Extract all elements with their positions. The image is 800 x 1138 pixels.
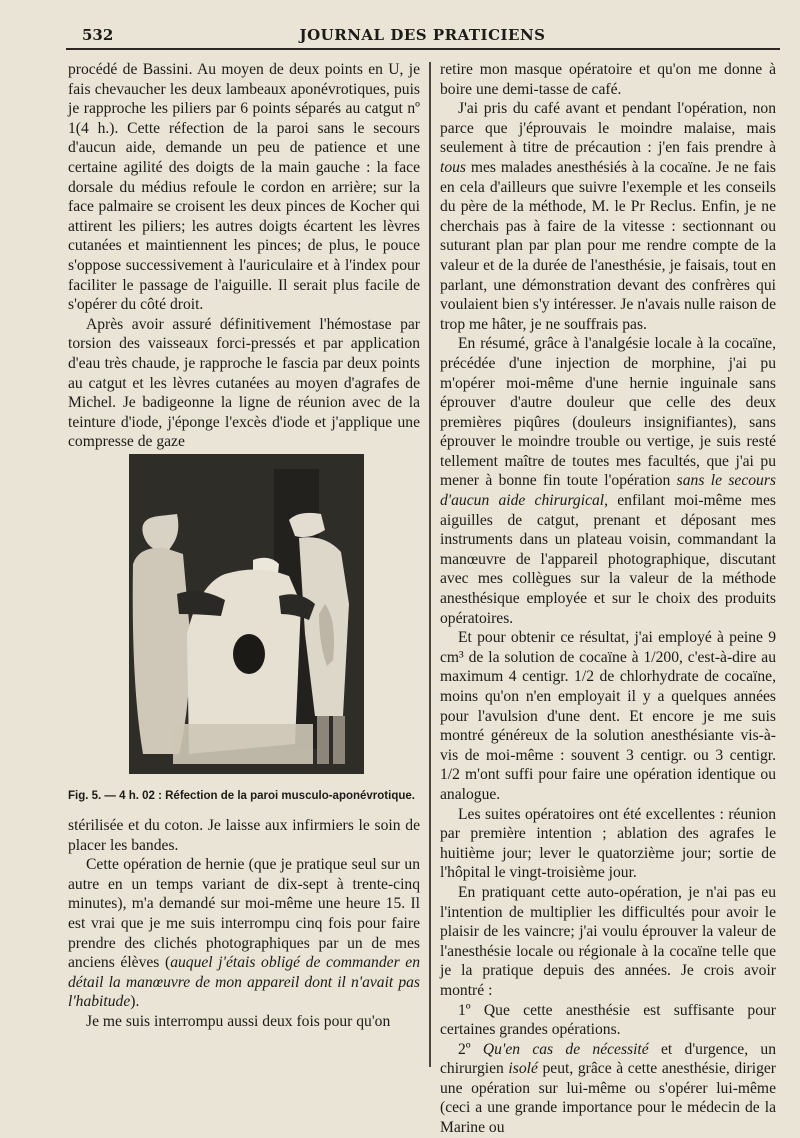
paragraph: Je me suis interrompu aussi deux fois pour qu'on: [86, 1012, 391, 1030]
journal-title: JOURNAL DES PRATICIENS: [299, 26, 546, 44]
right-column: [440, 60, 776, 1138]
header-rule: [66, 48, 780, 50]
paragraph: En pratiquant cette auto-opération, je n'ai pas eu l'intention de multiplier les difficultés pour avoir le plaisir de les vaincre; j'ai voulu éprouver la valeur de l'anesthésie locale ou régionale à la cocaïne telle que je la pratique depuis des années. Je crois avoir montré :: [440, 883, 776, 999]
paragraph: [68, 855, 420, 1012]
italic-text: Qu'en cas de nécessité: [482, 1040, 649, 1058]
paragraph: [440, 1040, 776, 1138]
italic-text: auquel j'étais obligé de commander en détail la manœuvre de mon appareil dont il n'avait pas l'habitude: [68, 954, 420, 1011]
page-header: [70, 22, 775, 48]
text-run: 2º: [458, 1040, 483, 1058]
paragraph: 1º Que cette anesthésie est suffisante pour certaines grandes opérations.: [440, 1001, 776, 1039]
text-run: , enfilant moi-même mes aiguilles de catgut, prenant et déposant mes instruments dans un plateau voisin, commandant la manœuvre de l'appareil photographique, discutant avec mes collègues sur la valeur de la méthode anesthésique employée et sur le choix des produits opératoires.: [440, 492, 776, 627]
page-number: 532: [82, 26, 114, 44]
paragraph: Et pour obtenir ce résultat, j'ai employé à peine 9 cm³ de la solution de cocaïne à 1/200, c'est-à-dire au maximum 4 centigr. 1/2 de chlorhydrate de cocaïne, moins qu'on n'en employait il y a quelques années pour l'avulsion d'une dent. Et encore je me suis montré généreux de la solution anesthésiante vis-à-vis de moi-même : souvent 3 centigr. ou 3 centigr. 1/2 m'ont suffi pour faire une opération identique ou analogue.: [440, 629, 776, 803]
column-divider: [429, 62, 431, 1067]
text-run: ).: [130, 993, 140, 1011]
text-run: Cette opération de hernie (que je pratique seul sur un autre en un temps variant de dix-sept à trente-cinq minutes), m'a demandé sur moi-même une heure 15. Il est vrai que je me suis interrompu cinq fois pour faire prendre des clichés photographiques par un de mes anciens élèves (: [68, 856, 420, 972]
italic-text: sans le secours d'aucun aide chirurgical: [440, 472, 776, 510]
text-run: mes malades anesthésiés à la cocaïne. Je ne fais en cela d'ailleurs que suivre l'exemple et les conseils du père de la méthode, M. le Pr Reclus. Enfin, je ne cherchais pas à faire de la vitesse : sectionnant ou suturant plan par plan pour me rendre compte de la valeur et de la durée de l'anesthésie, je faisais, tout en parlant, une démonstration devant des confrères qui voulaient bien s'y intéresser. Je n'avais nulle raison de trop me hâter, je ne souffrais pas.: [440, 158, 776, 333]
text-run: peut, grâce à cette anesthésie, diriger une opération sur lui-même ou s'opérer lui-même (ceci a une grande importance pour le médecin de la Marine ou: [440, 1060, 776, 1137]
paragraph: Après avoir assuré définitivement l'hémostase par torsion des vaisseaux forci-pressés et par application d'eau très chaude, je rapproche le fascia par deux points au catgut et les lèvres cutanées au moyen d'agrafes de Michel. Je badigeonne la ligne de réunion avec de la teinture d'iode, j'éponge l'excès d'iode et j'applique une compresse de gaze: [68, 315, 420, 451]
text-run: J'ai pris du café avant et pendant l'opération, non parce que j'éprouvais le moindre malaise, mais seulement à titre de précaution : j'en fais prendre à: [440, 100, 776, 157]
text-run: En résumé, grâce à l'analgésie locale à la cocaïne, précédée d'une injection de morphine, j'ai pu m'opérer moi-même d'une hernie inguinale sans éprouver d'autre douleur que celle des deux premières piqûres (douleurs insignifiantes), sans éprouver le moindre trouble ou vertige, je suis resté tellement maître de toutes mes facultés, que j'ai pu mener à bonne fin toute l'opération: [440, 335, 776, 490]
paragraph: procédé de Bassini. Au moyen de deux points en U, je fais chevaucher les deux lambeaux aponévrotiques, puis je rapproche les piliers par 6 points séparés au catgut nº 1(4 h.). Cette réfection de la paroi sans le secours d'aucun aide, demande un peu de patience et une certaine agilité des doigts de la main gauche : la face dorsale du médius refoule le cordon en arrière; sur la face palmaire se croisent les deux pinces de Kocher qui attirent les piliers; les autres doigts écartent les lèvres cutanées et maintiennent les pinces; de plus, le pouce s'oppose successivement à l'auriculaire et à l'index pour faciliter le passage de l'aiguille. Il serait plus facile de s'opérer du côté droit.: [68, 61, 420, 314]
figure-photograph: [129, 454, 364, 774]
italic-text: tous: [440, 158, 466, 176]
paragraph: retire mon masque opératoire et qu'on me donne à boire une demi-tasse de café.: [440, 61, 776, 98]
left-column-bottom: [68, 816, 420, 1032]
paragraph: Les suites opératoires ont été excellentes : réunion par première intention ; ablation des agrafes le huitième jour; lever le quatorzième jour; sortie de l'hôpital le vingt-troisième jour.: [440, 805, 776, 882]
paragraph: stérilisée et du coton. Je laisse aux infirmiers le soin de placer les bandes.: [68, 817, 420, 854]
paragraph: [440, 334, 776, 628]
text-run: et d'urgence, un chirurgien: [440, 1040, 776, 1078]
surgery-photo-illustration: [129, 454, 364, 774]
italic-text: isolé: [508, 1060, 538, 1078]
left-column-top: [68, 60, 420, 452]
figure-caption: Fig. 5. — 4 h. 02 : Réfection de la paroi musculo-aponévrotique.: [68, 790, 415, 802]
paragraph: [440, 99, 776, 334]
